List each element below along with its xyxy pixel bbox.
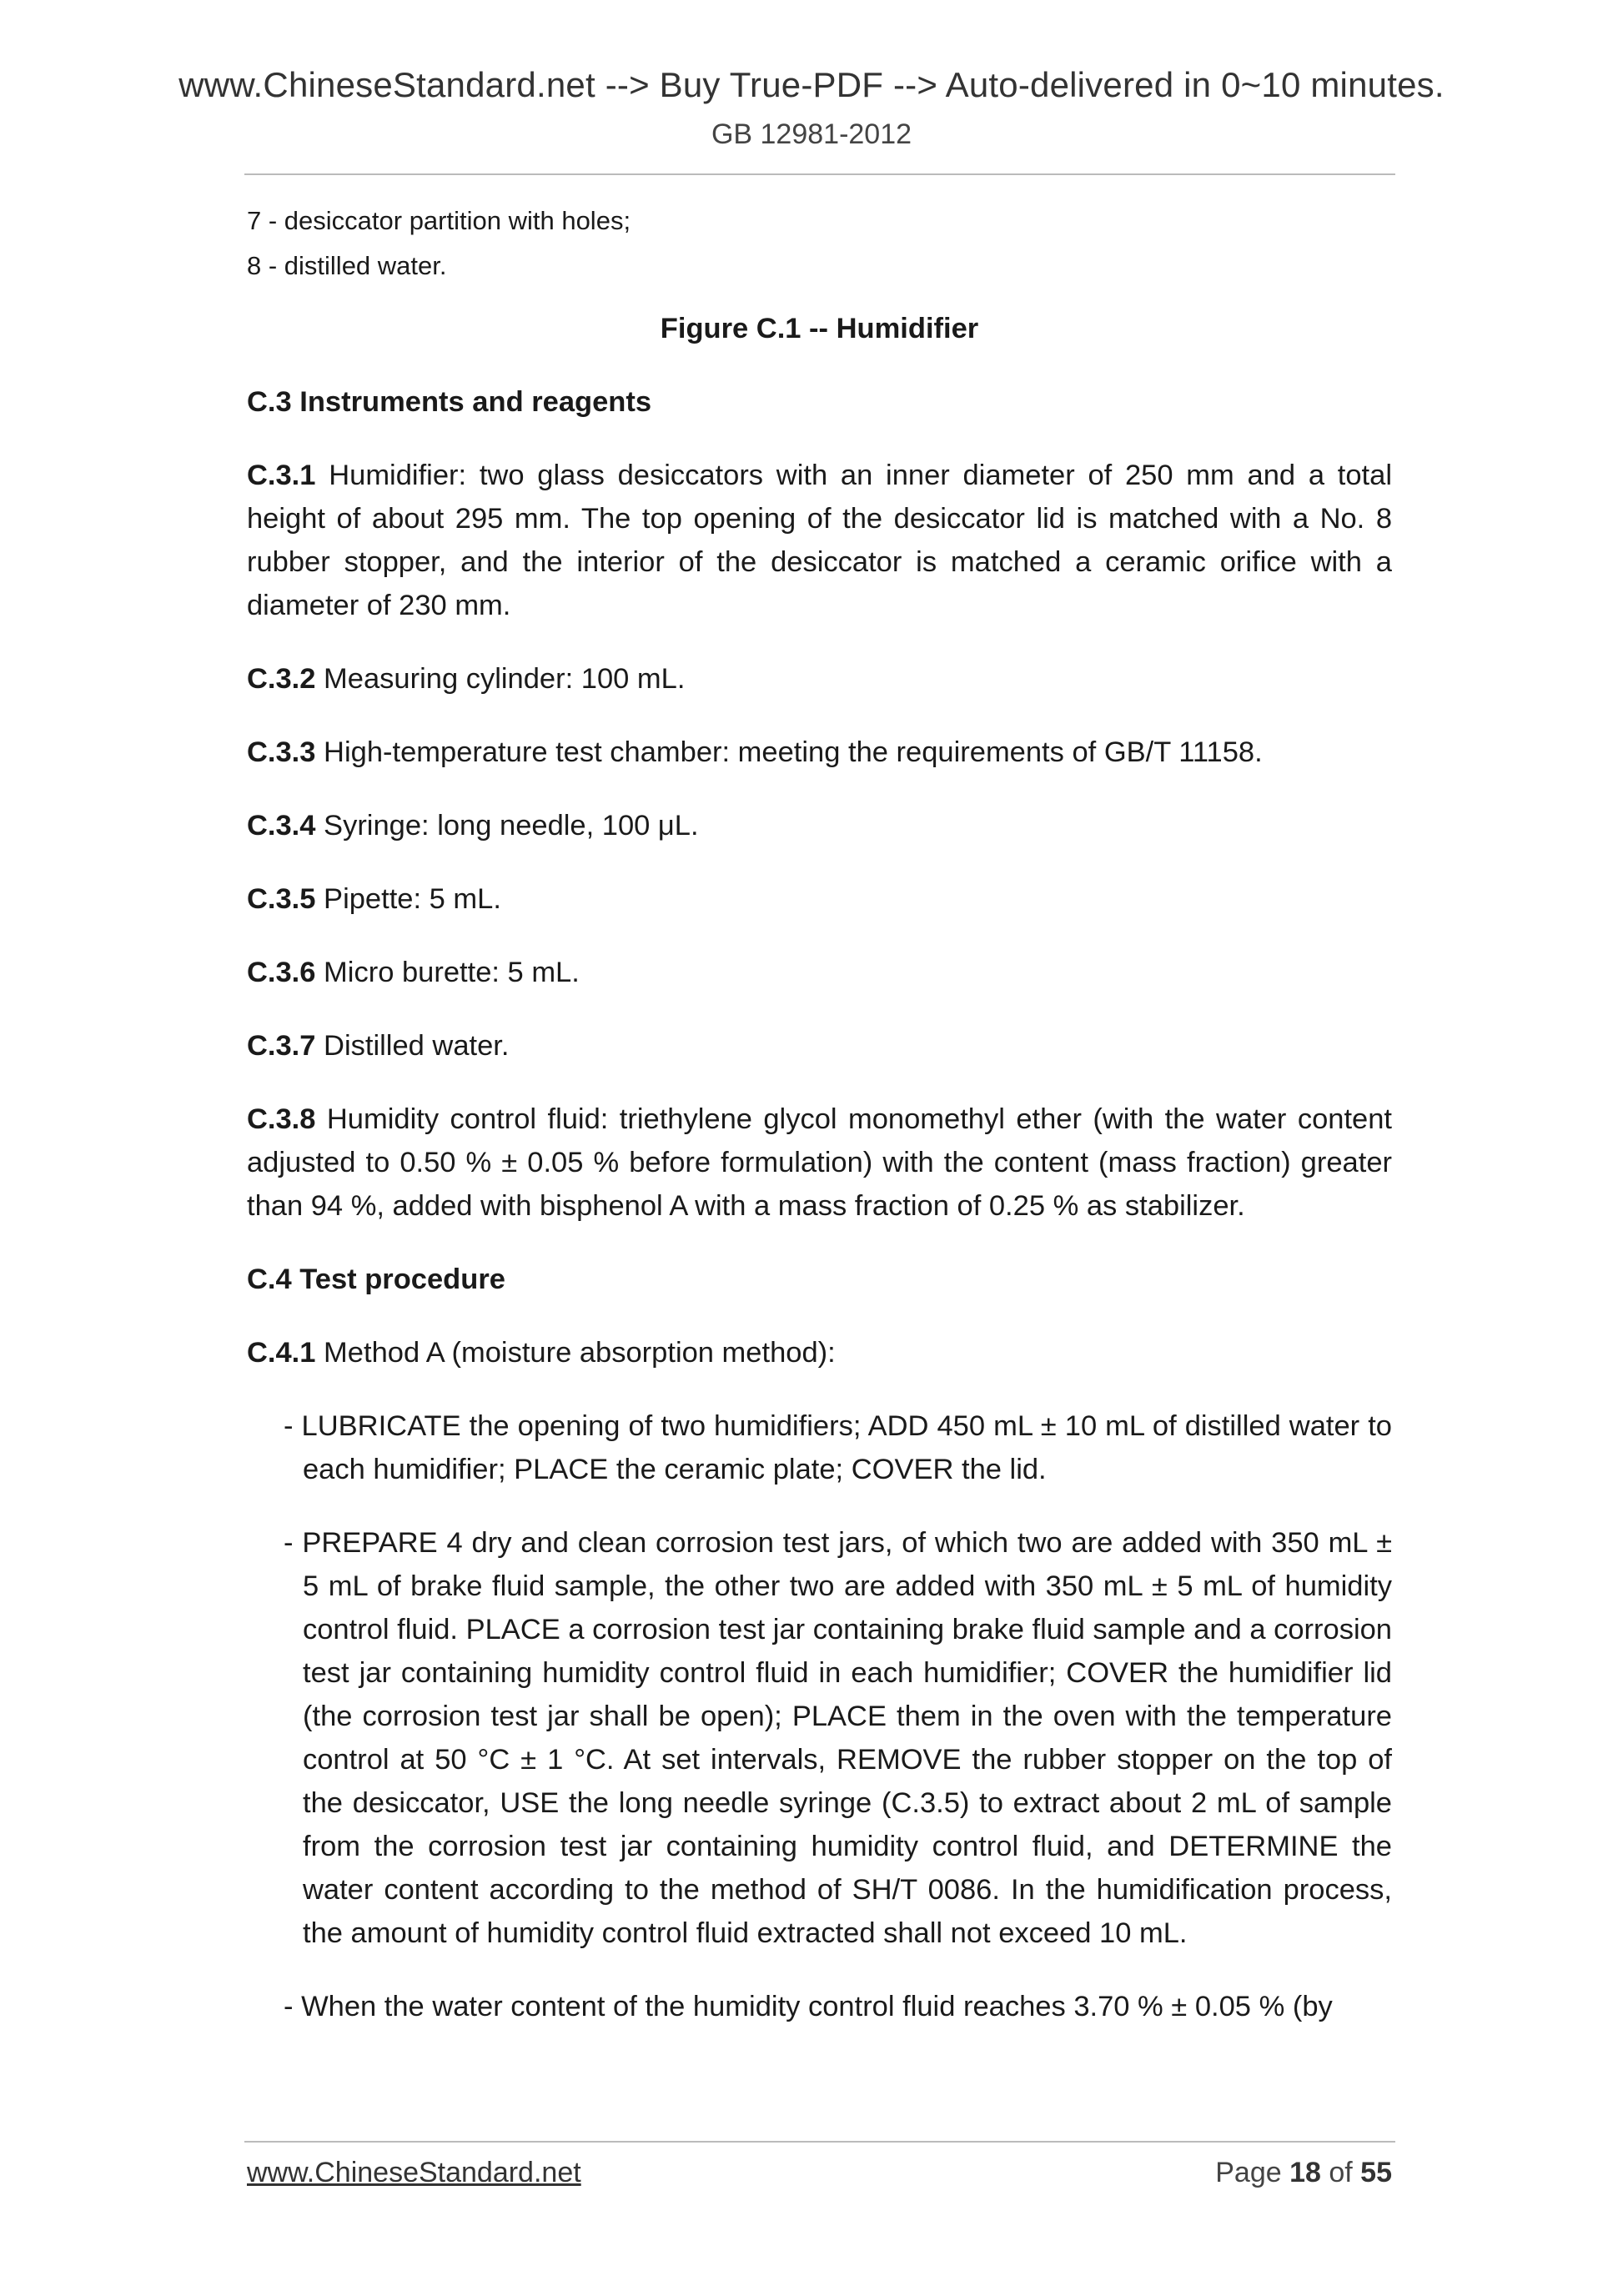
procedure-step: - PREPARE 4 dry and clean corrosion test jars, of which two are added with 350 mL ± 5 mL of brake fluid sample, the other two are added with 350 mL ± 5 mL of humidity control fluid. PLACE a corrosion test jar containing brake fluid sample and a corrosion test jar containing humidity control fluid in each humidifier; COVER the humidifier lid (the corrosion test jar shall be open); PLACE them in the oven with the temperature control at 50 °C ± 1 °C. At set intervals, REMOVE the rubber stopper on the top of the desiccator, USE the long needle syringe (C.3.5) to extract about 2 mL of sample from the corrosion test jar containing humidity control fluid, and DETERMINE the water content according to the method of SH/T 0086. In the humidification process, the amount of humidity control fluid extracted shall not exceed 10 mL. [284, 1527, 1392, 1949]
clause-number: C.3.5 [247, 883, 316, 915]
clause-text: Humidifier: two glass desiccators with an inner diameter of 250 mm and a total height of about 295 mm. The top opening of the desiccator lid is matched with a No. 8 rubber stopper, and the interior of the desiccator is matched a ceramic orifice with a diameter of 230 mm. [247, 460, 1392, 621]
clause-c4-1 [247, 1331, 1392, 1374]
page-content [247, 198, 1392, 2028]
clause-c3-3 [247, 731, 1392, 774]
clause-c3-4 [247, 804, 1392, 847]
clause-text: Distilled water. [315, 1030, 510, 1062]
page-indicator [1215, 2157, 1392, 2189]
clause-number: C.3.6 [247, 957, 316, 988]
page-number: 18 [1289, 2157, 1321, 2188]
clause-c3-2 [247, 657, 1392, 701]
footer-divider [244, 2141, 1395, 2143]
footer-site-link[interactable]: www.ChineseStandard.net [247, 2157, 581, 2188]
clause-number: C.3.8 [247, 1103, 316, 1135]
clause-text: Humidity control fluid: triethylene glycol monomethyl ether (with the water content adjusted to 0.50 % ± 0.05 % before formulation) with the content (mass fraction) greater than 94 %, added with bisphenol A with a mass fraction of 0.25 % as stabilizer. [247, 1103, 1392, 1222]
clause-number: C.3.7 [247, 1030, 316, 1062]
clause-number: C.3.3 [247, 736, 316, 768]
clause-c3-5 [247, 877, 1392, 921]
clause-text: High-temperature test chamber: meeting the requirements of GB/T 11158. [315, 736, 1263, 768]
clause-c3-7 [247, 1024, 1392, 1068]
clause-c3-1 [247, 454, 1392, 627]
figure-caption: Figure C.1 -- Humidifier [660, 313, 979, 344]
page-total: 55 [1360, 2157, 1392, 2188]
clause-number: C.3.2 [247, 663, 316, 695]
clause-text: Method A (moisture absorption method): [315, 1337, 836, 1369]
clause-text: Pipette: 5 mL. [315, 883, 501, 915]
section-heading-c4: C.4 Test procedure [247, 1264, 505, 1295]
section-heading-c3: C.3 Instruments and reagents [247, 386, 652, 418]
clause-c3-8 [247, 1098, 1392, 1228]
procedure-step: - LUBRICATE the opening of two humidifiers; ADD 450 mL ± 10 mL of distilled water to each humidifier; PLACE the ceramic plate; COVER the lid. [284, 1410, 1392, 1485]
standard-code: GB 12981-2012 [711, 118, 912, 150]
clause-text: Syringe: long needle, 100 μL. [315, 810, 699, 842]
figure-legend-item: 7 - desiccator partition with holes; [247, 206, 631, 235]
page-of: of [1320, 2157, 1361, 2188]
procedure-step: - When the water content of the humidity control fluid reaches 3.70 % ± 0.05 % (by [284, 1991, 1333, 2022]
figure-legend-item: 8 - distilled water. [247, 251, 447, 280]
clause-text: Measuring cylinder: 100 mL. [315, 663, 686, 695]
clause-number: C.3.1 [247, 460, 316, 491]
clause-number: C.3.4 [247, 810, 316, 842]
page-prefix: Page [1215, 2157, 1290, 2188]
clause-c3-6 [247, 951, 1392, 994]
header-banner[interactable]: www.ChineseStandard.net --> Buy True-PDF --> Auto-delivered in 0~10 minutes. [178, 65, 1445, 104]
clause-number: C.4.1 [247, 1337, 316, 1369]
clause-text: Micro burette: 5 mL. [315, 957, 580, 988]
header-divider [244, 173, 1395, 175]
